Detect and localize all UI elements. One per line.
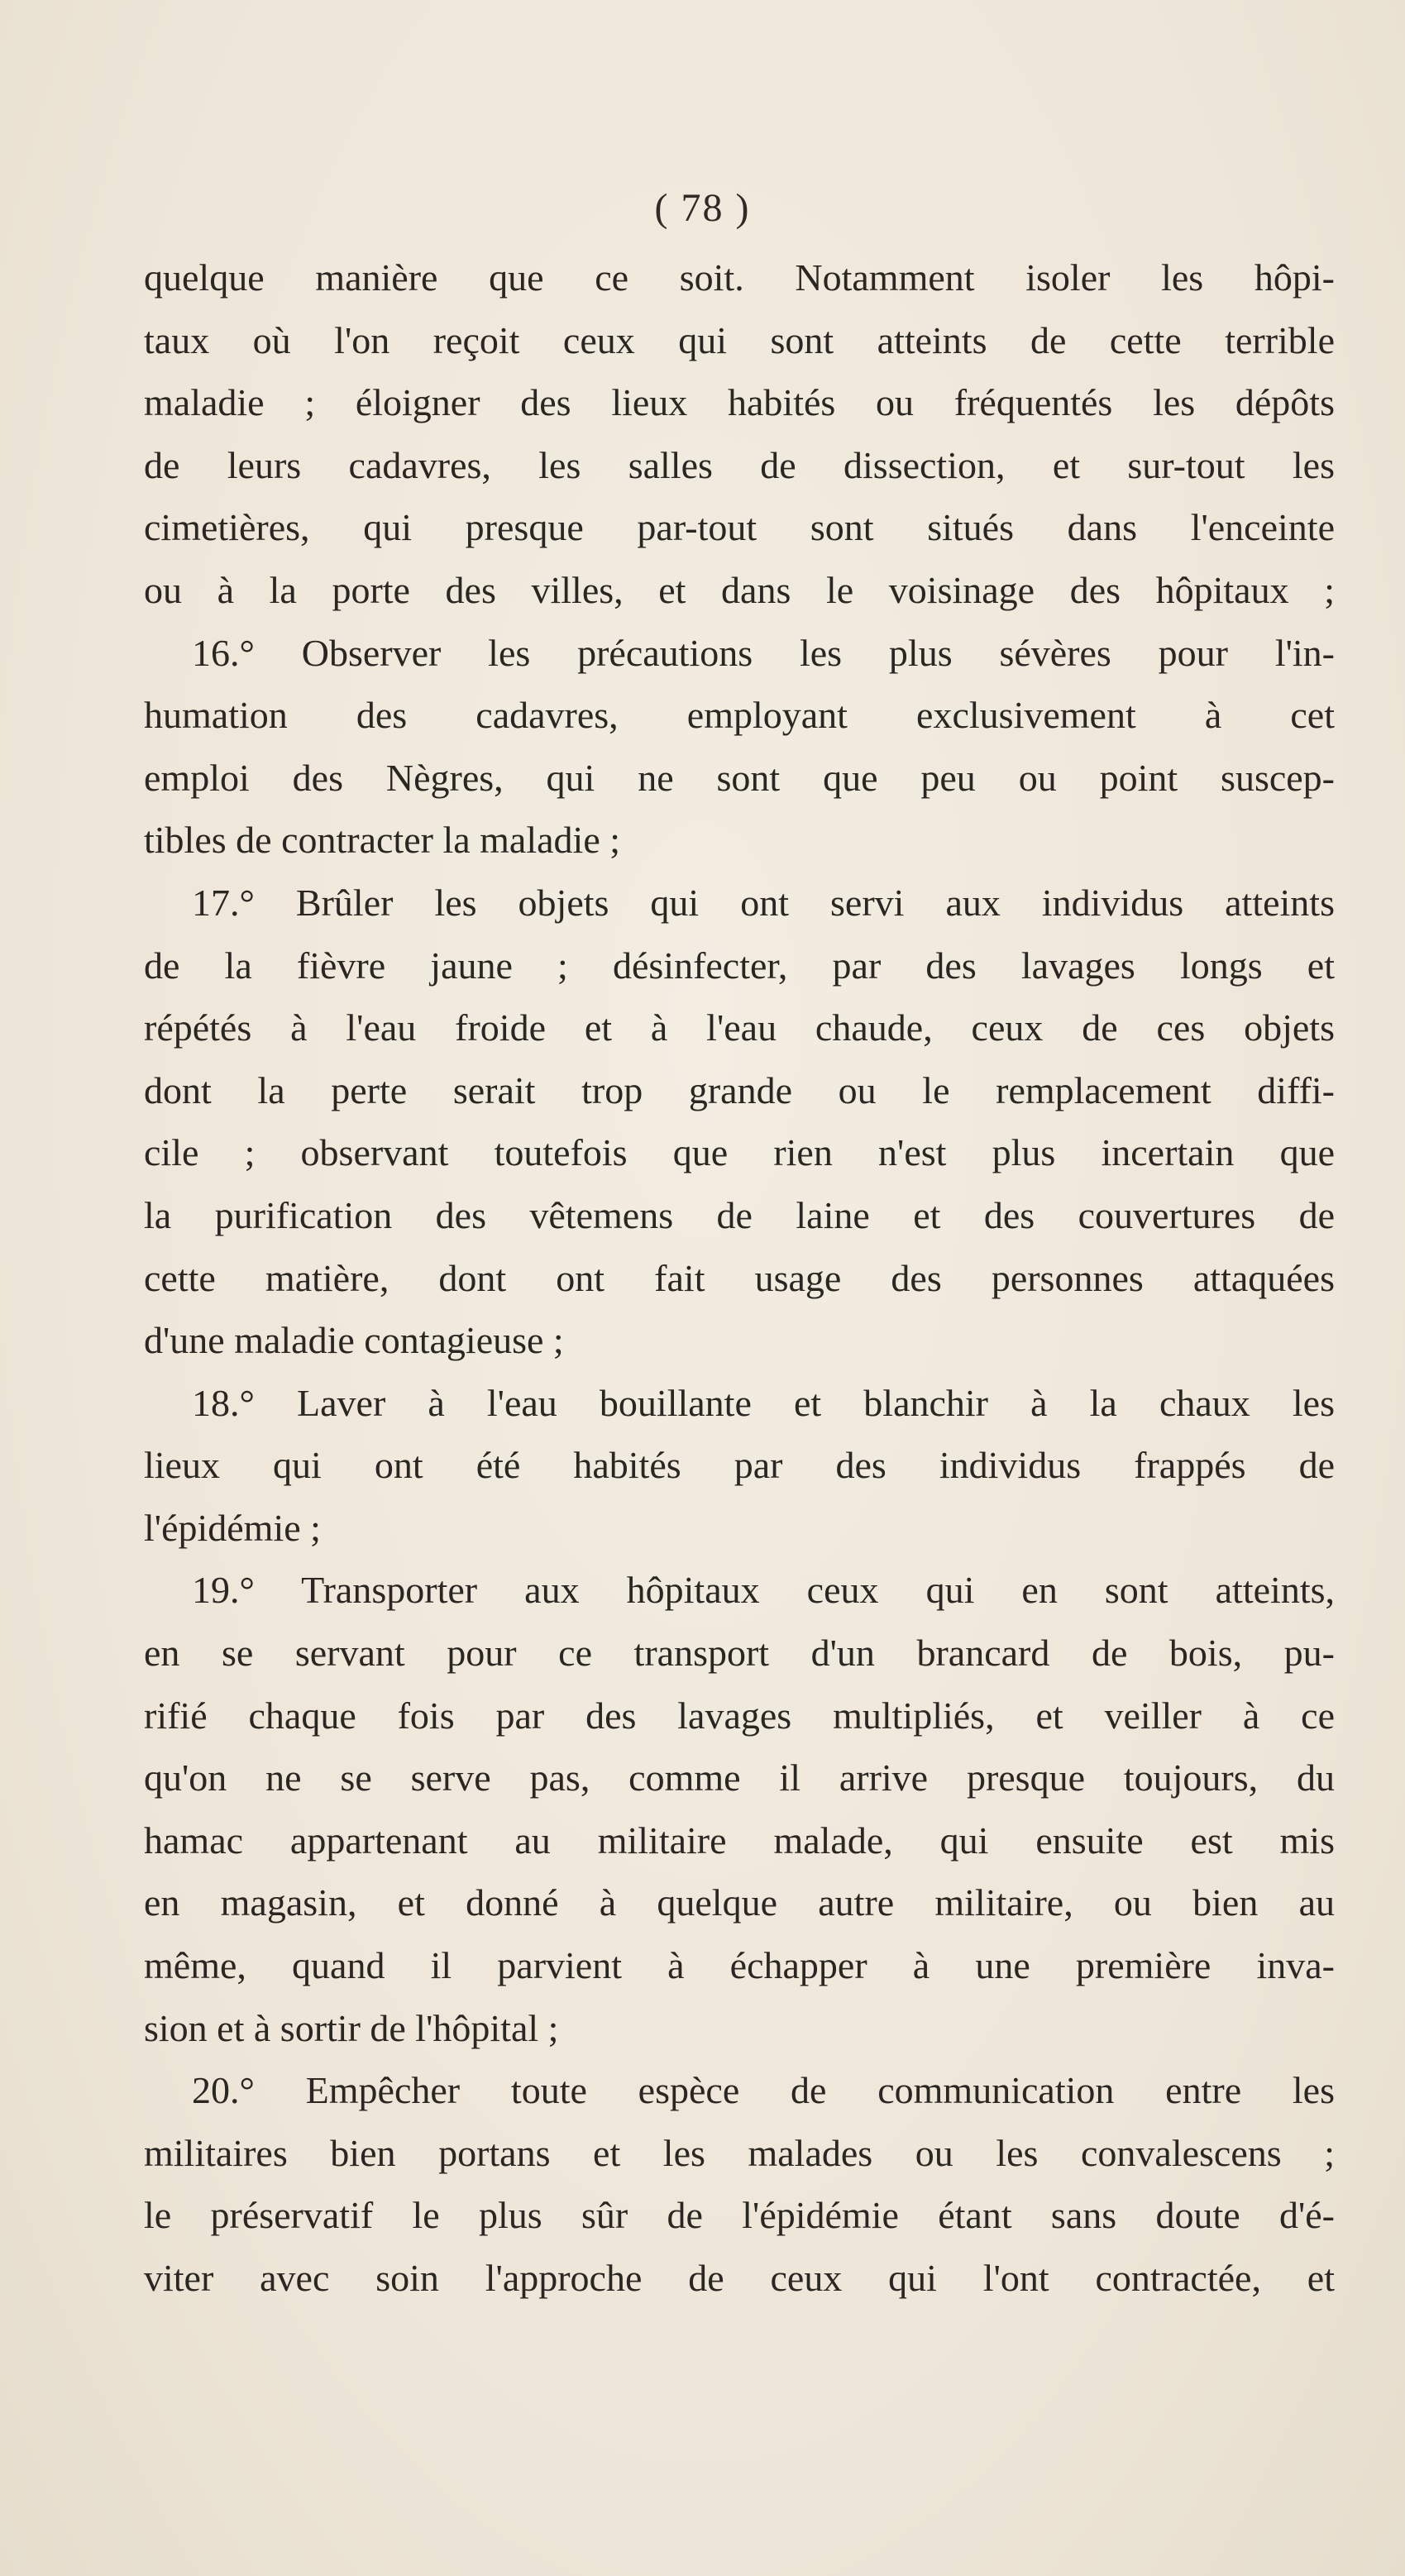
text-line: de leurs cadavres, les salles de dissection, et sur-tout les <box>144 443 1335 486</box>
text-line: taux où l'on reçoit ceux qui sont atteints de cette terrible <box>144 318 1335 361</box>
body-text <box>144 246 1335 2310</box>
paragraph-18 <box>144 1372 1335 1560</box>
text-line: d'une maladie contagieuse ; <box>144 1319 564 1362</box>
text-line: maladie ; éloigner des lieux habités ou fréquentés les dépôts <box>144 381 1335 424</box>
text-line: cimetières, qui presque par-tout sont situés dans l'enceinte <box>144 506 1335 549</box>
text-line: 19.° Transporter aux hôpitaux ceux qui en sont atteints, <box>192 1569 1335 1612</box>
text-line: 18.° Laver à l'eau bouillante et blanchir à la chaux les <box>192 1381 1335 1424</box>
text-line: ou à la porte des villes, et dans le voisinage des hôpitaux ; <box>144 568 1335 611</box>
text-line: même, quand il parvient à échapper à une première inva- <box>144 1944 1335 1987</box>
paragraph-16 <box>144 622 1335 872</box>
text-line: rifié chaque fois par des lavages multipliés, et veiller à ce <box>144 1694 1335 1737</box>
text-line: la purification des vêtemens de laine et des couvertures de <box>144 1193 1335 1236</box>
text-line: répétés à l'eau froide et à l'eau chaude, ceux de ces objets <box>144 1006 1335 1049</box>
text-line: emploi des Nègres, qui ne sont que peu ou point suscep- <box>144 756 1335 799</box>
text-line: hamac appartenant au militaire malade, qui ensuite est mis <box>144 1818 1335 1862</box>
text-line: militaires bien portans et les malades ou les convalescens ; <box>144 2131 1335 2174</box>
text-line: 17.° Brûler les objets qui ont servi aux individus atteints <box>192 881 1335 924</box>
text-line: dont la perte serait trop grande ou le remplacement diffi- <box>144 1068 1335 1111</box>
text-line: viter avec soin l'approche de ceux qui l'ont contractée, et <box>144 2257 1335 2299</box>
text-line: 16.° Observer les précautions les plus sévères pour l'in- <box>192 631 1335 674</box>
text-line: lieux qui ont été habités par des individus frappés de <box>144 1444 1335 1487</box>
paragraph-15-continued <box>144 246 1335 622</box>
text-line: humation des cadavres, employant exclusivement à cet <box>144 694 1335 737</box>
text-line: en se servant pour ce transport d'un brancard de bois, pu- <box>144 1632 1335 1675</box>
text-line: cette matière, dont ont fait usage des personnes attaquées <box>144 1256 1335 1299</box>
text-line: cile ; observant toutefois que rien n'est plus incertain que <box>144 1131 1335 1174</box>
text-line: quelque manière que ce soit. Notamment isoler les hôpi- <box>144 256 1335 299</box>
paragraph-17 <box>144 872 1335 1372</box>
paragraph-19 <box>144 1559 1335 2059</box>
text-line: l'épidémie ; <box>144 1506 321 1549</box>
text-line: sion et à sortir de l'hôpital ; <box>144 2006 559 2049</box>
page-number: ( 78 ) <box>654 186 751 230</box>
paragraph-20 <box>144 2059 1335 2309</box>
text-line: en magasin, et donné à quelque autre militaire, ou bien au <box>144 1881 1335 1924</box>
text-line: qu'on ne se serve pas, comme il arrive presque toujours, du <box>144 1756 1335 1799</box>
text-line: le préservatif le plus sûr de l'épidémie étant sans doute d'é- <box>144 2194 1335 2237</box>
text-line: de la fièvre jaune ; désinfecter, par des lavages longs et <box>144 944 1335 987</box>
text-line: 20.° Empêcher toute espèce de communication entre les <box>192 2069 1335 2112</box>
text-line: tibles de contracter la maladie ; <box>144 819 621 862</box>
